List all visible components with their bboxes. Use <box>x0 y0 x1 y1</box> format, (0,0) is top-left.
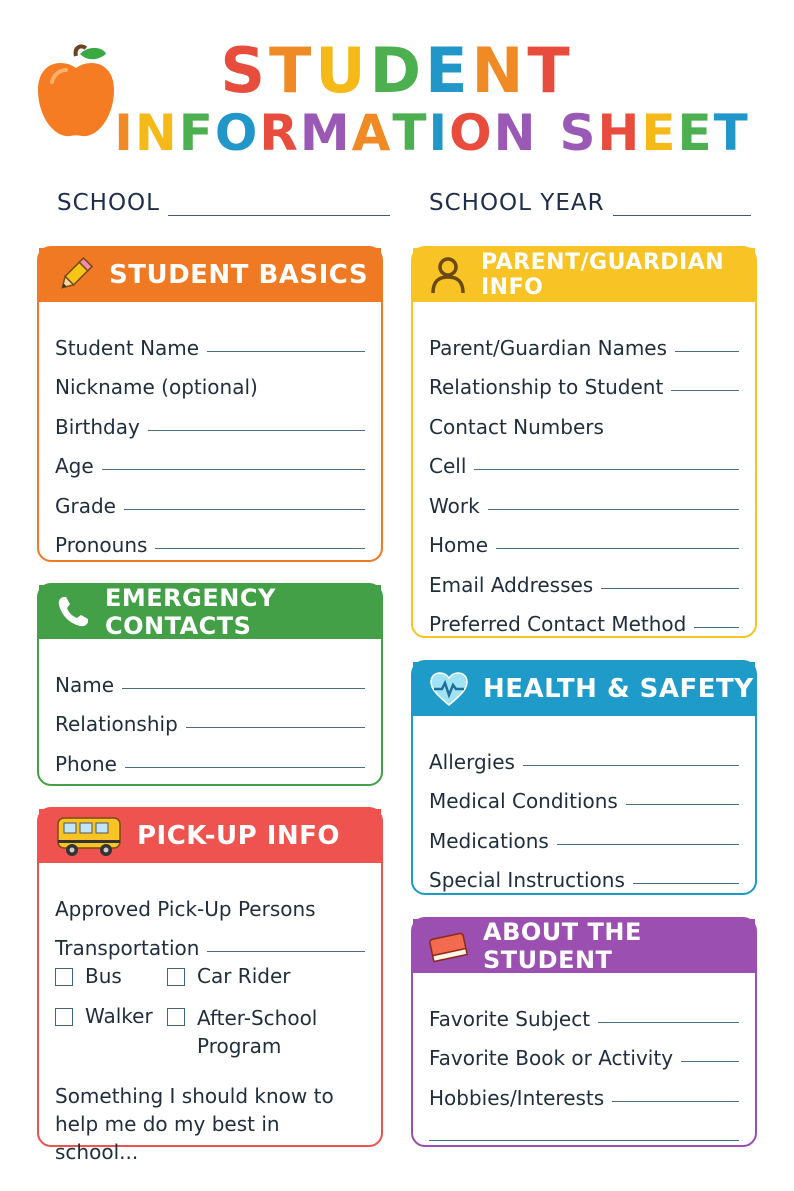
school-label: SCHOOL <box>57 190 160 216</box>
student-basics-title: STUDENT BASICS <box>109 260 369 290</box>
option-car-rider-label: Car Rider <box>197 964 291 988</box>
favorite-book-or-activity-row[interactable] <box>429 1031 739 1071</box>
transportation-label: Transportation <box>55 936 200 960</box>
school-field[interactable] <box>57 190 390 216</box>
book-icon <box>429 926 469 966</box>
title-letter: A <box>351 104 393 162</box>
pickup-note: Something I should know to help me do my best in school... <box>55 1084 334 1164</box>
relationship-to-student-row[interactable] <box>429 360 739 400</box>
school-year-field[interactable] <box>429 190 751 216</box>
title-letter: I <box>428 104 450 162</box>
school-line[interactable] <box>168 196 390 216</box>
email-addresses-row[interactable] <box>429 557 739 597</box>
preferred-contact-method-row[interactable] <box>429 597 739 637</box>
favorite-book-or-activity-label: Favorite Book or Activity <box>429 1046 674 1070</box>
transportation-row[interactable] <box>55 921 365 961</box>
title-letter: T <box>392 104 429 162</box>
health-safety-card <box>411 660 757 895</box>
work-label: Work <box>429 493 480 518</box>
preferred-contact-method-line[interactable] <box>694 627 739 628</box>
transportation-line[interactable] <box>207 951 365 952</box>
heart-pulse-icon <box>429 669 469 709</box>
parent-guardian-header <box>413 248 755 302</box>
relationship-row[interactable] <box>55 697 365 737</box>
option-car-rider[interactable] <box>167 964 365 998</box>
option-after-school[interactable] <box>167 1004 365 1066</box>
favorite-subject-row[interactable] <box>429 991 739 1031</box>
pronouns-row[interactable] <box>55 518 365 558</box>
relationship-to-student-label: Relationship to Student <box>429 375 664 399</box>
student-basics-header <box>39 248 381 302</box>
title-letter: S <box>220 34 269 107</box>
school-year-label: SCHOOL YEAR <box>429 190 605 216</box>
bus-icon <box>55 816 123 856</box>
emergency-contacts-card <box>37 583 383 786</box>
birthday-line[interactable] <box>148 430 365 431</box>
age-line[interactable] <box>102 469 365 470</box>
home-line[interactable] <box>496 548 739 549</box>
approved-pickup-label: Approved Pick-Up Persons <box>55 896 316 921</box>
title-letter: E <box>641 104 678 162</box>
about-student-title: ABOUT THE STUDENT <box>483 918 642 974</box>
cell-line[interactable] <box>474 469 739 470</box>
special-instructions-line[interactable] <box>633 883 739 884</box>
preferred-contact-method-label: Preferred Contact Method <box>429 612 687 636</box>
blank-line-row[interactable] <box>429 1110 739 1150</box>
checkbox-bus[interactable] <box>55 968 73 986</box>
title-letter: D <box>369 34 426 107</box>
email-addresses-line[interactable] <box>601 588 739 589</box>
contact-numbers-row <box>429 399 739 439</box>
name-line[interactable] <box>122 688 365 689</box>
title-letter: N <box>471 34 528 107</box>
work-row[interactable] <box>429 478 739 518</box>
email-addresses-label: Email Addresses <box>429 572 594 597</box>
birthday-row[interactable] <box>55 399 365 439</box>
title-line-2 <box>0 104 794 162</box>
home-row[interactable] <box>429 518 739 558</box>
title-letter: O <box>449 104 494 162</box>
title-line-1 <box>0 34 794 107</box>
allergies-label: Allergies <box>429 749 515 774</box>
title-letter: F <box>178 104 215 162</box>
parent-guardian-names-row[interactable] <box>429 320 739 360</box>
pronouns-line[interactable] <box>155 548 365 549</box>
pickup-info-title: PICK-UP INFO <box>137 821 341 851</box>
student-name-row[interactable] <box>55 320 365 360</box>
pickup-info-card <box>37 807 383 1164</box>
home-label: Home <box>429 533 489 557</box>
health-safety-title: HEALTH & SAFETY <box>483 674 754 704</box>
allergies-row[interactable] <box>429 734 739 774</box>
blank-line[interactable] <box>429 1140 739 1141</box>
school-year-line[interactable] <box>613 196 751 216</box>
parent-guardian-fields <box>413 302 755 636</box>
parent-guardian-title: PARENT/GUARDIAN INFO <box>481 250 725 300</box>
parent-guardian-names-label: Parent/Guardian Names <box>429 335 668 360</box>
student-basics-card <box>37 246 383 562</box>
health-safety-header <box>413 662 755 716</box>
option-bus[interactable] <box>55 964 167 998</box>
about-student-card <box>411 917 757 1147</box>
phone-row[interactable] <box>55 736 365 776</box>
medical-conditions-label: Medical Conditions <box>429 789 618 813</box>
title-letter: R <box>259 104 300 162</box>
title-letter: N <box>134 104 179 162</box>
title-letter: T <box>268 34 316 107</box>
favorite-subject-line[interactable] <box>598 1022 739 1023</box>
pickup-info-fields <box>39 863 381 1166</box>
special-instructions-row[interactable] <box>429 853 739 893</box>
student-basics-fields <box>39 302 381 557</box>
checkbox-after-school[interactable] <box>167 1008 185 1026</box>
medical-conditions-line[interactable] <box>626 804 739 805</box>
cell-row[interactable] <box>429 439 739 479</box>
title-letter: T <box>527 34 574 107</box>
hobbies-interests-label: Hobbies/Interests <box>429 1085 605 1110</box>
emergency-contacts-title: EMERGENCY CONTACTS <box>105 584 276 640</box>
relationship-line[interactable] <box>186 727 365 728</box>
pronouns-label: Pronouns <box>55 533 148 557</box>
parent-guardian-card <box>411 246 757 638</box>
cell-label: Cell <box>429 454 467 478</box>
student-name-line[interactable] <box>207 351 365 352</box>
favorite-book-or-activity-line[interactable] <box>681 1061 739 1062</box>
hobbies-interests-row[interactable] <box>429 1070 739 1110</box>
medical-conditions-row[interactable] <box>429 774 739 814</box>
option-after-school-label: After-School Program <box>197 1006 318 1058</box>
name-label: Name <box>55 672 115 697</box>
birthday-label: Birthday <box>55 414 140 439</box>
option-walker-label: Walker <box>85 1004 153 1028</box>
relationship-to-student-line[interactable] <box>671 390 739 391</box>
emergency-contacts-header <box>39 585 381 639</box>
hobbies-interests-line[interactable] <box>612 1101 739 1102</box>
grade-row[interactable] <box>55 478 365 518</box>
medications-row[interactable] <box>429 813 739 853</box>
title-letter: I <box>114 104 135 162</box>
phone-label: Phone <box>55 751 117 776</box>
parent-guardian-names-line[interactable] <box>675 351 739 352</box>
title-letter: E <box>425 34 472 107</box>
medications-line[interactable] <box>557 844 739 845</box>
work-line[interactable] <box>488 509 739 510</box>
allergies-line[interactable] <box>523 765 739 766</box>
option-bus-label: Bus <box>85 964 122 988</box>
title-letter: E <box>677 104 714 162</box>
title-letter: M <box>299 104 352 162</box>
pickup-info-header <box>39 809 381 863</box>
title-letter: O <box>214 104 260 162</box>
title-letter: N <box>493 104 538 162</box>
grade-label: Grade <box>55 493 116 518</box>
phone-icon <box>55 592 91 632</box>
about-student-fields <box>413 973 755 1149</box>
favorite-subject-label: Favorite Subject <box>429 1006 591 1031</box>
approved-pickup-row <box>55 881 365 921</box>
pencil-icon <box>55 255 95 295</box>
relationship-label: Relationship <box>55 712 178 736</box>
title-letter: S <box>559 104 598 162</box>
phone-line[interactable] <box>125 767 365 768</box>
title-letter: H <box>597 104 642 162</box>
age-label: Age <box>55 454 94 478</box>
student-name-label: Student Name <box>55 335 200 360</box>
age-row[interactable] <box>55 439 365 479</box>
name-row[interactable] <box>55 657 365 697</box>
checkbox-car-rider[interactable] <box>167 968 185 986</box>
title-letter: U <box>315 34 370 107</box>
option-walker[interactable] <box>55 1004 167 1038</box>
nickname-optional-row <box>55 360 365 400</box>
person-icon <box>429 255 467 295</box>
medications-label: Medications <box>429 828 549 853</box>
nickname-optional-label: Nickname (optional) <box>55 375 258 399</box>
title-letter: T <box>713 104 750 162</box>
emergency-contacts-fields <box>39 639 381 776</box>
special-instructions-label: Special Instructions <box>429 868 625 892</box>
grade-line[interactable] <box>124 509 365 510</box>
about-student-header <box>413 919 755 973</box>
checkbox-walker[interactable] <box>55 1008 73 1026</box>
transport-options <box>55 964 365 1066</box>
health-safety-fields <box>413 716 755 892</box>
contact-numbers-label: Contact Numbers <box>429 414 604 439</box>
